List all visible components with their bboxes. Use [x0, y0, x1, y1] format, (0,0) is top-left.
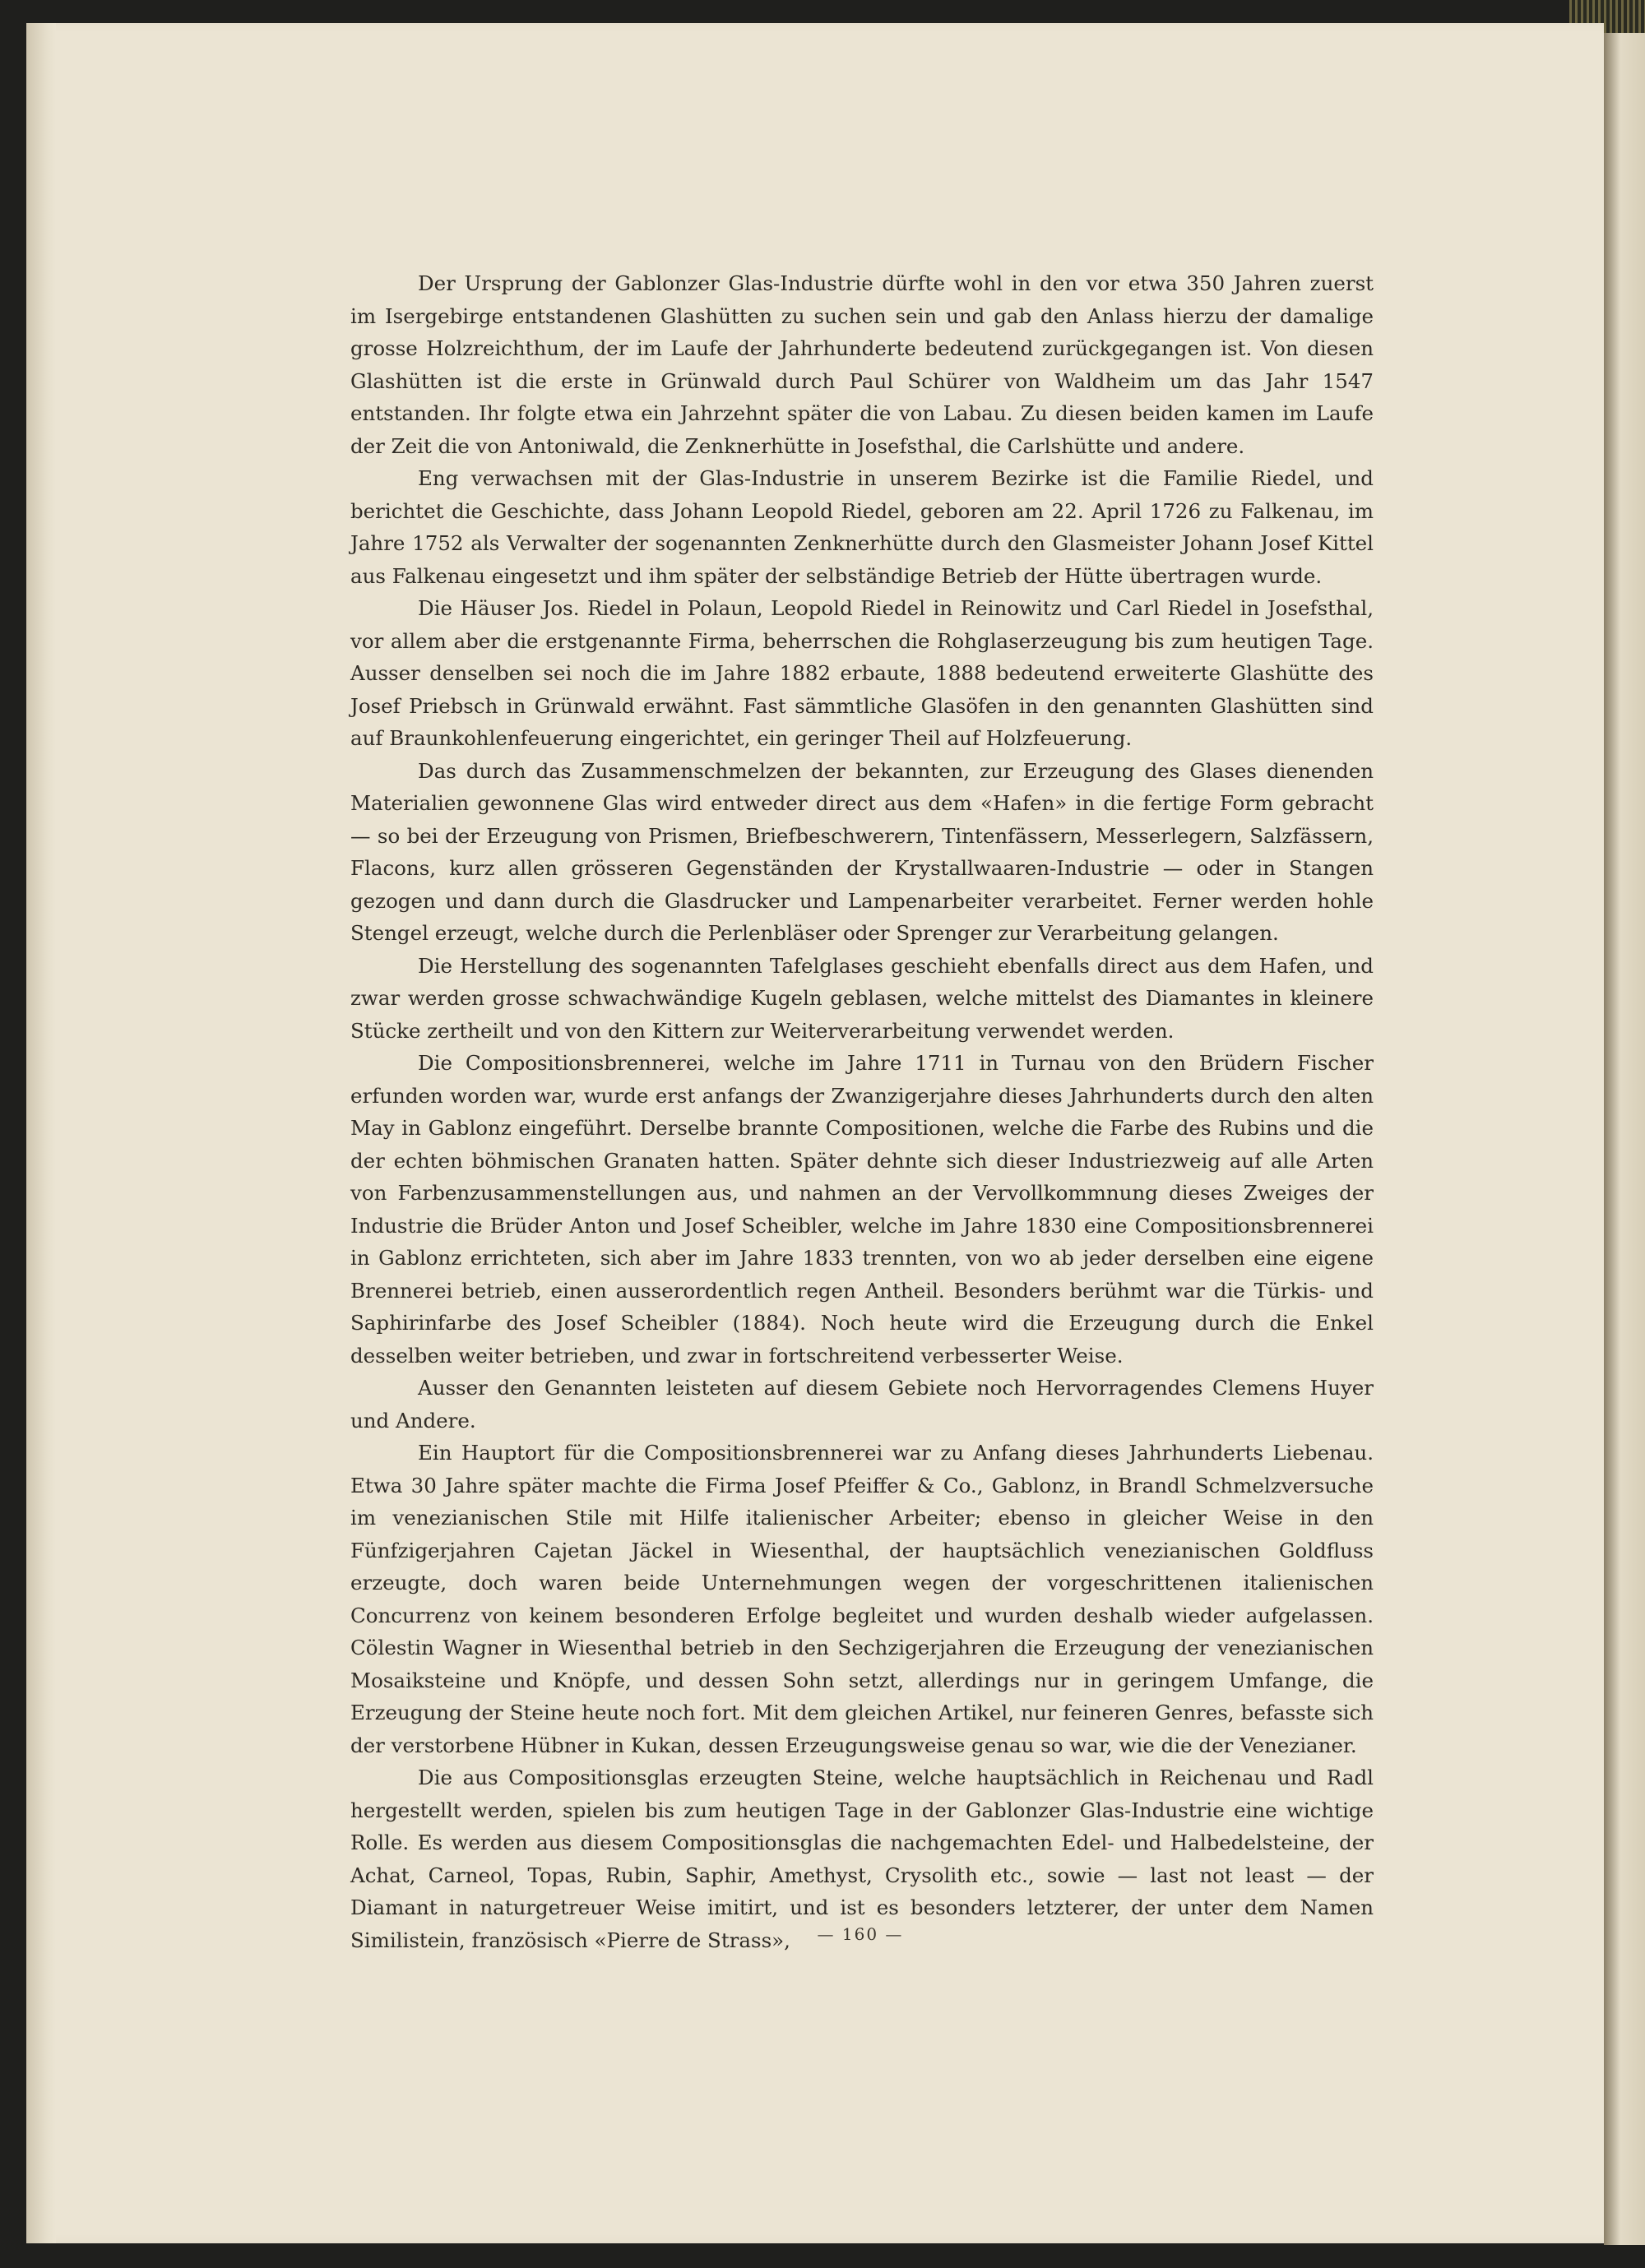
body-text: [350, 267, 1374, 1956]
paragraph-huyer: Ausser den Genannten leisteten auf diesem Gebiete noch Hervorragendes Clemens Huyer und Andere.: [350, 1376, 1374, 1433]
paragraph-composition-stones: Die aus Compositionsglas erzeugten Steine, welche hauptsächlich in Reichenau und Radl hergestellt werden, spielen bis zum heutigen Tage in der Gablonzer Glas-Industrie eine wichtige Rolle. Es werden aus diesem Compositionsglas die nachgemachten Edel- und Halbedelsteine, der Achat, Carneol, Topas, Rubin, Saphir, Amethyst, Crysolith etc., sowie — last not least — der Diamant in naturgetreuer Weise imitirt, und ist es besonders letzterer, der unter dem Namen Similistein, französisch «Pierre de Strass»,: [350, 1766, 1374, 1952]
page-number: — 160 —: [817, 1924, 904, 1944]
paragraph-sheet-glass: Die Herstellung des sogenannten Tafelglases geschieht ebenfalls direct aus dem Hafen, und zwar werden grosse schwachwändige Kugeln geblasen, welche mittelst des Diamantes in kleinere Stücke zertheilt und von den Kittern zur Weiterverarbeitung verwendet werden.: [350, 953, 1374, 1043]
paragraph-liebenau: Ein Hauptort für die Compositionsbrennerei war zu Anfang dieses Jahrhunderts Liebenau. Etwa 30 Jahre später machte die Firma Josef Pfeiffer & Co., Gablonz, in Brandl Schmelzversuche im venezianischen Stile mit Hilfe italienischer Arbeiter; ebenso in gleicher Weise in den Fünfzigerjahren Cajetan Jäckel in Wiesenthal, der hauptsächlich venezianischen Goldfluss erzeugte, doch waren beide Unternehmungen wegen der vorgeschrittenen italienischen Concurrenz von keinem besonderen Erfolge begleitet und wurden deshalb wieder aufgelassen. Cölestin Wagner in Wiesenthal betrieb in den Sechzigerjahren die Erzeugung der venezianischen Mosaiksteine und Knöpfe, und dessen Sohn setzt, allerdings nur in geringem Umfange, die Erzeugung der Steine heute noch fort. Mit dem gleichen Artikel, nur feineren Genres, befasste sich der verstorbene Hübner in Kukan, dessen Erzeugungsweise genau so war, wie die der Venezianer.: [350, 1441, 1374, 1757]
paragraph-glass-processing: Das durch das Zusammenschmelzen der bekannten, zur Erzeugung des Glases dienenden Materialien gewonnene Glas wird entweder direct aus dem «Hafen» in die fertige Form gebracht — so bei der Erzeugung von Prismen, Briefbeschwerern, Tintenfässern, Messerlegern, Salzfässern, Flacons, kurz allen grösseren Gegenständen der Krystallwaaren-Industrie — oder in Stangen gezogen und dann durch die Glasdrucker und Lampenarbeiter verarbeitet. Ferner werden hohle Stengel erzeugt, welche durch die Perlenbläser oder Sprenger zur Verarbeitung gelangen.: [350, 758, 1374, 945]
next-page-edge: [1604, 33, 1645, 2245]
paragraph-composition-burning: Die Compositionsbrennerei, welche im Jahre 1711 in Turnau von den Brüdern Fischer erfunden worden war, wurde erst anfangs der Zwanzigerjahre dieses Jahrhunderts durch den alten May in Gablonz eingeführt. Derselbe brannte Compositionen, welche die Farbe des Rubins und die der echten böhmischen Granaten hatten. Später dehnte sich dieser Industriezweig auf alle Arten von Farbenzusammenstellungen aus, und nahmen an der Vervollkommnung dieses Zweiges der Industrie die Brüder Anton und Josef Scheibler, welche im Jahre 1830 eine Compositionsbrennerei in Gablonz errichteten, sich aber im Jahre 1833 trennten, von wo ab jeder derselben eine eigene Brennerei betrieb, einen ausserordentlich regen Antheil. Besonders berühmt war die Türkis- und Saphirinfarbe des Josef Scheibler (1884). Noch heute wird die Erzeugung durch die Enkel desselben weiter betrieben, und zwar in fortschreitend verbesserter Weise.: [350, 1051, 1374, 1368]
page-gutter: [26, 23, 56, 2243]
paragraph-origin: Der Ursprung der Gablonzer Glas-Industrie dürfte wohl in den vor etwa 350 Jahren zuerst im Isergebirge entstandenen Glashütten zu suchen sein und gab den Anlass hierzu der damalige grosse Holzreichthum, der im Laufe der Jahrhunderte bedeutend zurückgegangen ist. Von diesen Glashütten ist die erste in Grünwald durch Paul Schürer von Waldheim um das Jahr 1547 entstanden. Ihr folgte etwa ein Jahrzehnt später die von Labau. Zu diesen beiden kamen im Laufe der Zeit die von Antoniwald, die Zenknerhütte in Josefsthal, die Carlshütte und andere.: [350, 271, 1374, 458]
paragraph-riedel-family: Eng verwachsen mit der Glas-Industrie in unserem Bezirke ist die Familie Riedel, und berichtet die Geschichte, dass Johann Leopold Riedel, geboren am 22. April 1726 zu Falkenau, im Jahre 1752 als Verwalter der sogenannten Zenknerhütte durch den Glasmeister Johann Josef Kittel aus Falkenau eingesetzt und ihm später der selbständige Betrieb der Hütte übertragen wurde.: [350, 466, 1374, 588]
paragraph-riedel-houses: Die Häuser Jos. Riedel in Polaun, Leopold Riedel in Reinowitz und Carl Riedel in Josefsthal, vor allem aber die erstgenannte Firma, beherrschen die Rohglaserzeugung bis zum heutigen Tage. Ausser denselben sei noch die im Jahre 1882 erbaute, 1888 bedeutend erweiterte Glashütte des Josef Priebsch in Grünwald erwähnt. Fast sämmtliche Glasöfen in den genannten Glashütten sind auf Braunkohlenfeuerung eingerichtet, ein geringer Theil auf Holzfeuerung.: [350, 596, 1374, 750]
